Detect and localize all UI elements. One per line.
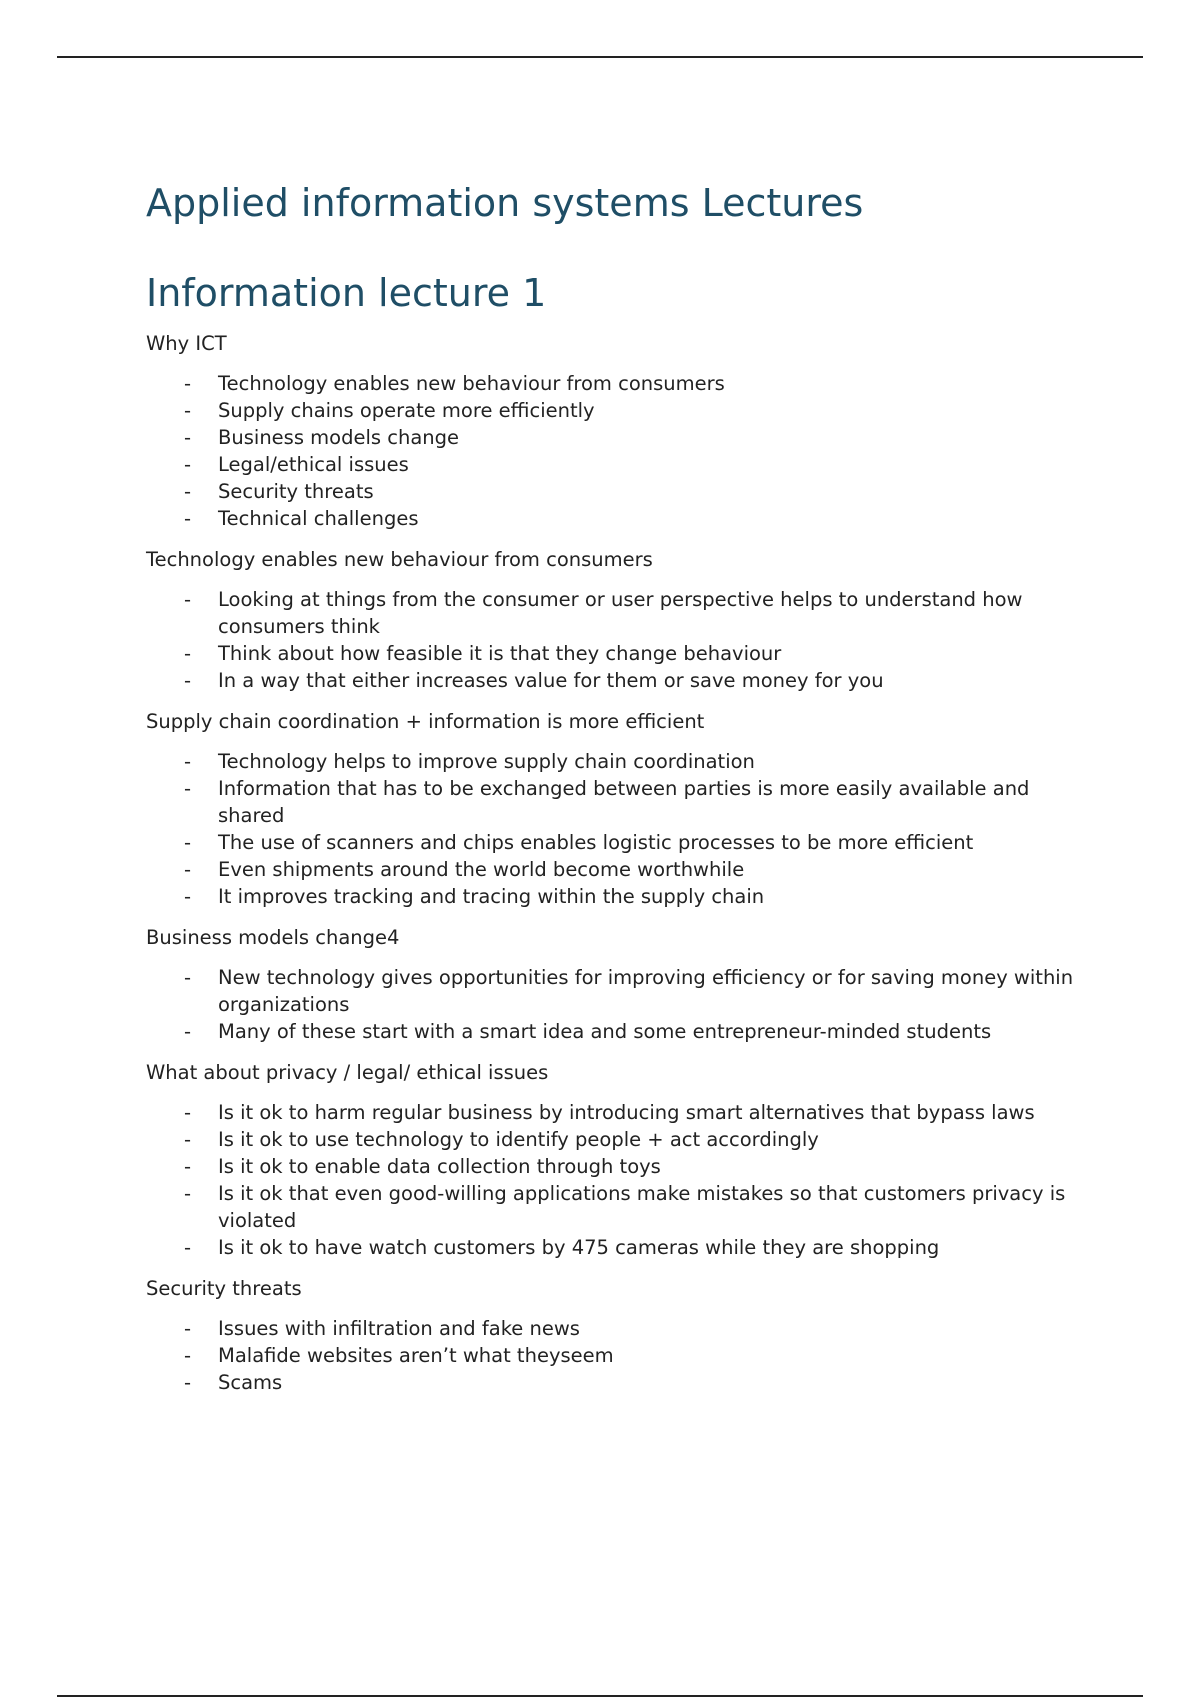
bullet-text: Is it ok to have watch customers by 475 cameras while they are shopping [218, 1236, 940, 1259]
bullet-text: The use of scanners and chips enables logistic processes to be more efficient [218, 831, 974, 854]
bullet-list [146, 1099, 1086, 1261]
list-item [146, 451, 1086, 478]
list-item [146, 586, 1086, 640]
list-item [146, 505, 1086, 532]
bullet-dash: - [184, 750, 192, 773]
list-item [146, 370, 1086, 397]
bullet-text: It improves tracking and tracing within the supply chain [218, 885, 765, 908]
list-item [146, 397, 1086, 424]
bullet-text: Business models change [218, 426, 460, 449]
bullet-dash: - [184, 372, 192, 395]
bullet-dash: - [184, 966, 192, 989]
bullet-text: Technology enables new behaviour from consumers [218, 372, 725, 395]
bullet-dash: - [184, 480, 192, 503]
list-item [146, 424, 1086, 451]
bullet-dash: - [184, 858, 192, 881]
bullet-text: Issues with infiltration and fake news [218, 1317, 580, 1340]
bullet-dash: - [184, 1344, 192, 1367]
list-item [146, 1369, 1086, 1396]
bullet-list [146, 748, 1086, 910]
document-body [146, 180, 1086, 1410]
list-item [146, 1018, 1086, 1045]
list-item [146, 748, 1086, 775]
bullet-dash: - [184, 1101, 192, 1124]
list-item [146, 964, 1086, 1018]
list-item [146, 478, 1086, 505]
list-item [146, 1315, 1086, 1342]
bullet-dash: - [184, 669, 192, 692]
bullet-list [146, 370, 1086, 532]
bullet-text: Even shipments around the world become worthwhile [218, 858, 745, 881]
list-item [146, 1126, 1086, 1153]
list-item [146, 856, 1086, 883]
bottom-rule [57, 1695, 1143, 1697]
list-item [146, 1342, 1086, 1369]
list-item [146, 1234, 1086, 1261]
bullet-text: Technical challenges [218, 507, 419, 530]
bullet-dash: - [184, 507, 192, 530]
bullet-text: Is it ok to harm regular business by introducing smart alternatives that bypass laws [218, 1101, 1035, 1124]
bullet-dash: - [184, 1020, 192, 1043]
bullet-text: Is it ok that even good-willing applications make mistakes so that customers privacy is violated [218, 1182, 1066, 1232]
bullet-list [146, 964, 1086, 1045]
bullet-dash: - [184, 642, 192, 665]
list-item [146, 667, 1086, 694]
bullet-text: Scams [218, 1371, 283, 1394]
list-item [146, 829, 1086, 856]
section-heading: Supply chain coordination + information is more efficient [146, 710, 705, 733]
list-item [146, 1180, 1086, 1234]
bullet-text: Security threats [218, 480, 374, 503]
bullet-text: Is it ok to enable data collection through toys [218, 1155, 661, 1178]
list-item [146, 775, 1086, 829]
bullet-dash: - [184, 1155, 192, 1178]
bullet-dash: - [184, 426, 192, 449]
section-heading: Technology enables new behaviour from consumers [146, 548, 653, 571]
section-heading: Security threats [146, 1277, 302, 1300]
bullet-text: Supply chains operate more efficiently [218, 399, 595, 422]
bullet-dash: - [184, 1236, 192, 1259]
bullet-text: In a way that either increases value for them or save money for you [218, 669, 884, 692]
lecture-title: Information lecture 1 [146, 271, 547, 315]
section-heading: Why ICT [146, 332, 227, 355]
bullet-text: Malafide websites aren’t what theyseem [218, 1344, 614, 1367]
list-item [146, 640, 1086, 667]
section-heading: Business models change4 [146, 926, 400, 949]
bullet-dash: - [184, 588, 192, 611]
list-item [146, 883, 1086, 910]
bullet-text: Is it ok to use technology to identify people + act accordingly [218, 1128, 819, 1151]
bullet-dash: - [184, 1182, 192, 1205]
list-item [146, 1153, 1086, 1180]
document-title: Applied information systems Lectures [146, 181, 864, 225]
bullet-list [146, 586, 1086, 694]
bullet-dash: - [184, 1317, 192, 1340]
bullet-text: New technology gives opportunities for improving efficiency or for saving money within organizations [218, 966, 1074, 1016]
top-rule [57, 56, 1143, 58]
bullet-dash: - [184, 1371, 192, 1394]
bullet-text: Information that has to be exchanged between parties is more easily available and shared [218, 777, 1030, 827]
bullet-text: Legal/ethical issues [218, 453, 409, 476]
bullet-dash: - [184, 885, 192, 908]
bullet-dash: - [184, 831, 192, 854]
bullet-dash: - [184, 1128, 192, 1151]
bullet-dash: - [184, 399, 192, 422]
section-heading: What about privacy / legal/ ethical issues [146, 1061, 549, 1084]
bullet-text: Looking at things from the consumer or user perspective helps to understand how consumers think [218, 588, 1023, 638]
bullet-dash: - [184, 453, 192, 476]
bullet-list [146, 1315, 1086, 1396]
sections-container [146, 330, 1086, 1396]
list-item [146, 1099, 1086, 1126]
bullet-dash: - [184, 777, 192, 800]
bullet-text: Think about how feasible it is that they change behaviour [218, 642, 782, 665]
bullet-text: Many of these start with a smart idea and some entrepreneur-minded students [218, 1020, 992, 1043]
bullet-text: Technology helps to improve supply chain coordination [218, 750, 755, 773]
